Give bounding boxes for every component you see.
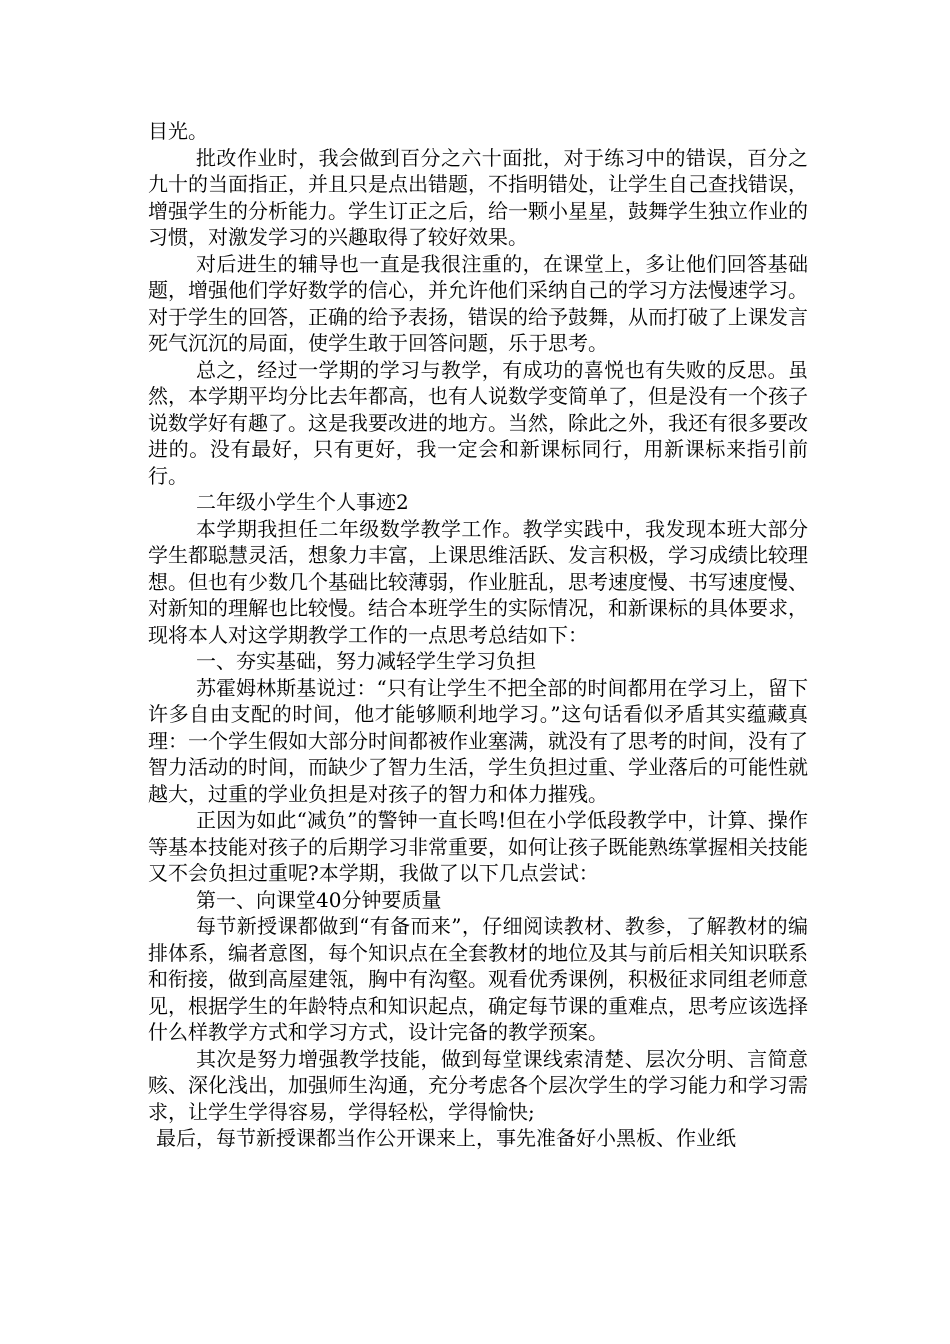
paragraph-sukhomlinsky-quote: 苏霍姆林斯基说过：“只有让学生不把全部的时间都用在学习上，留下许多自由支配的时间，他才能够顺利地学习。”这句话看似矛盾其实蕴藏真理：一个学生假如大部分时间都被作业塞满，就没有了思考的时间，没有了智力活动的时间，而缺少了智力生活，学生负担过重、学业落后的可能性就越大，过重的学业负担是对孩子的智力和体力摧残。 (148, 675, 808, 806)
subheading-classroom-quality: 第一、向课堂40分钟要质量 (196, 887, 442, 912)
paragraph-public-lessons: 最后，每节新授课都当作公开课来上，事先准备好小黑板、作业纸 (156, 1126, 736, 1150)
paragraph-struggling-students: 对后进生的辅导也一直是我很注重的，在课堂上，多让他们回答基础题，增强他们学好数学的信心，并允许他们采纳自己的学习方法慢速学习。对于学生的回答，正确的给予表扬，错误的给予鼓舞，从而打破了上课发言死气沉沉的局面，使学生敢于回答问题，乐于思考。 (148, 251, 808, 355)
document-page (148, 118, 808, 1152)
paragraph-lesson-preparation: 每节新授课都做到“有备而来”，仔细阅读教材、教参，了解教材的编排体系，编者意图，每个知识点在全套教材的地位及其与前后相关知识联系和衔接，做到高屋建瓴，胸中有沟壑。观看优秀课例，积极征求同组老师意见，根据学生的年龄特点和知识起点，确定每节课的重难点，思考应该选择什么样教学方式和学习方式，设计完备的教学预案。 (148, 914, 808, 1044)
paragraph-continuation: 目光。 (148, 119, 208, 143)
paragraph-homework-grading: 批改作业时，我会做到百分之六十面批，对于练习中的错误，百分之九十的当面指正，并且只是点出错题，不指明错处，让学生自己查找错误，增强学生的分析能力。学生订正之后，给一颗小星星，鼓舞学生独立作业的习惯，对激发学习的兴趣取得了较好效果。 (148, 145, 808, 249)
paragraph-teaching-skills: 其次是努力增强教学技能，做到每堂课线索清楚、层次分明、言简意赅、深化浅出，加强师生沟通，充分考虑各个层次学生的学习能力和学习需求，让学生学得容易，学得轻松，学得愉快; (148, 1046, 808, 1124)
paragraph-summary: 总之，经过一学期的学习与教学，有成功的喜悦也有失败的反思。虽然，本学期平均分比去年都高，也有人说数学变简单了，但是没有一个孩子说数学好有趣了。这是我要改进的地方。当然，除此之外，我还有很多要改进的。没有最好，只有更好，我一定会和新课标同行，用新课标来指引前行。 (148, 357, 808, 488)
paragraph-burden-reduction: 正因为如此“减负”的警钟一直长鸣!但在小学低段教学中，计算、操作等基本技能对孩子的后期学习非常重要，如何让孩子既能熟练掌握相关技能又不会负担过重呢?本学期，我做了以下几点尝试： (148, 808, 808, 885)
subheading-solid-foundation: 一、夯实基础，努力减轻学生学习负担 (196, 649, 536, 673)
section-heading-deeds-2: 二年级小学生个人事迹2 (196, 490, 409, 514)
paragraph-semester-intro: 本学期我担任二年级数学教学工作。教学实践中，我发现本班大部分学生都聪慧灵活，想象力丰富，上课思维活跃、发言积极，学习成绩比较理想。但也有少数几个基础比较薄弱，作业脏乱，思考速度慢、书写速度慢、对新知的理解也比较慢。结合本班学生的实际情况，和新课标的具体要求，现将本人对这学期教学工作的一点思考总结如下： (148, 516, 808, 647)
